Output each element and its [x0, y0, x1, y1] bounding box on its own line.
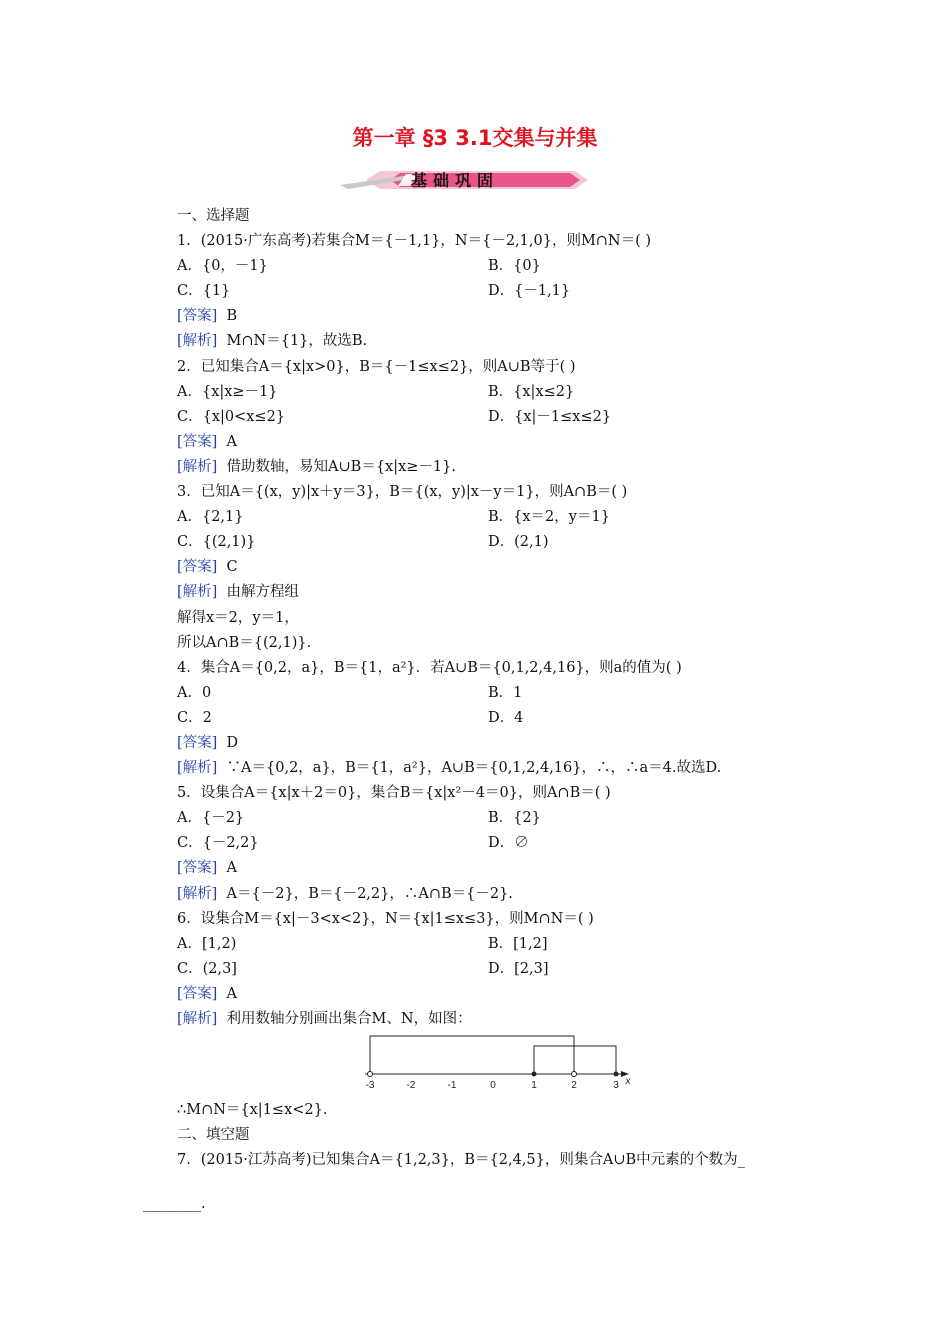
- tick-label: 3: [613, 1080, 619, 1092]
- options-row: [177, 380, 817, 405]
- conclusion-text: ∴M∩N＝{x|1≤x<2}.: [177, 1102, 328, 1119]
- options-row: [177, 806, 817, 831]
- options-row: [177, 254, 817, 279]
- question-stem: 6．设集合M＝{x|－3<x<2}，N＝{x|1≤x≤3}，则M∩N＝( ): [177, 910, 594, 927]
- answer-value: B: [226, 308, 238, 325]
- analysis-text: A＝{－2}，B＝{－2,2}，∴A∩B＝{－2}.: [226, 885, 513, 902]
- answer-value: A: [226, 985, 238, 1002]
- number-line-figure: [363, 1034, 643, 1092]
- analysis-line: [177, 329, 817, 354]
- option-c: C．{－2,2}: [177, 835, 259, 852]
- answer-line: [177, 555, 817, 580]
- options-row: [177, 932, 817, 957]
- option-b: B．{x|x≤2}: [488, 383, 575, 400]
- option-d: D．[2,3]: [488, 960, 549, 977]
- analysis-tag: [解析]: [177, 584, 218, 601]
- answer-tag: [答案]: [177, 985, 218, 1002]
- answer-tag: [答案]: [177, 734, 218, 751]
- analysis-text: 借助数轴，易知A∪B＝{x|x≥－1}.: [226, 458, 456, 475]
- analysis-tag: [解析]: [177, 1011, 218, 1027]
- answer-tag: [答案]: [177, 433, 218, 450]
- endpoint-open: [572, 1072, 577, 1077]
- answer-value: A: [226, 860, 238, 877]
- question-list: [177, 204, 817, 1173]
- option-d: D．{x|－1≤x≤2}: [488, 408, 612, 425]
- option-d: D．{－1,1}: [488, 283, 571, 300]
- endpoint-closed: [532, 1072, 537, 1077]
- option-b: B．{0}: [488, 258, 541, 275]
- options-row: [177, 530, 817, 555]
- analysis-tag: [解析]: [177, 333, 218, 350]
- section-banner: 基础巩固: [410, 171, 499, 190]
- page-title: 第一章 §3 3.1交集与并集: [352, 126, 598, 150]
- options-row: [177, 505, 817, 530]
- part-heading: 二、填空题: [177, 1127, 250, 1144]
- analysis-continued: 所以A∩B＝{(2,1)}.: [177, 634, 312, 651]
- answer-tag: [答案]: [177, 860, 218, 877]
- tick-label: 1: [531, 1080, 537, 1092]
- options-row: [177, 681, 817, 706]
- tick-label: 2: [571, 1080, 577, 1092]
- analysis-text: M∩N＝{1}，故选B.: [226, 333, 368, 350]
- answer-tag: [答案]: [177, 308, 218, 325]
- question-stem: 7．(2015·江苏高考)已知集合A＝{1,2,3}，B＝{2,4,5}，则集合A∪B中元素的个数为_: [177, 1152, 745, 1169]
- option-c: C．2: [177, 709, 212, 726]
- analysis-line: [177, 882, 817, 907]
- option-a: A．{2,1}: [177, 509, 244, 526]
- tick-label: -3: [365, 1080, 375, 1092]
- question-stem: 4．集合A＝{0,2，a}，B＝{1，a²}．若A∪B＝{0,1,2,4,16}，则a的值为( ): [177, 659, 682, 676]
- analysis-line: [177, 1007, 817, 1032]
- option-b: B．1: [488, 684, 523, 701]
- question-stem: 1．(2015·广东高考)若集合M＝{－1,1}，N＝{－2,1,0}，则M∩N＝( ): [177, 233, 652, 250]
- analysis-continued: 解得x＝2，y＝1，: [177, 609, 299, 626]
- analysis-tag: [解析]: [177, 458, 218, 475]
- part-heading: 一、选择题: [177, 208, 250, 224]
- answer-line: [177, 731, 817, 756]
- option-d: D．(2,1): [488, 534, 549, 551]
- set-n-bracket: [534, 1046, 616, 1074]
- analysis-text: 由解方程组: [226, 584, 300, 601]
- answer-line: [177, 430, 817, 455]
- analysis-line: [177, 580, 817, 605]
- analysis-line: [177, 455, 817, 480]
- answer-line: [177, 982, 817, 1007]
- option-a: A．0: [177, 684, 212, 701]
- option-a: A．{0，－1}: [177, 258, 268, 275]
- option-d: D．∅: [488, 835, 529, 852]
- option-a: A．{x|x≥－1}: [177, 383, 278, 400]
- option-b: B．{2}: [488, 810, 541, 827]
- options-row: [177, 831, 817, 856]
- answer-line: [177, 856, 817, 881]
- answer-value: A: [226, 433, 238, 450]
- option-d: D．4: [488, 709, 524, 726]
- option-c: C．(2,3]: [177, 960, 237, 977]
- options-row: [177, 957, 817, 982]
- answer-value: D: [226, 734, 239, 751]
- options-row: [177, 279, 817, 304]
- set-m-bracket: [370, 1036, 574, 1074]
- option-c: C．{x|0<x≤2}: [177, 408, 286, 425]
- tick-label: 0: [490, 1080, 496, 1092]
- option-a: A．[1,2): [177, 935, 237, 952]
- question-stem: 5．设集合A＝{x|x＋2＝0}，集合B＝{x|x²－4＝0}，则A∩B＝( ): [177, 785, 611, 802]
- answer-tag: [答案]: [177, 559, 218, 576]
- option-c: C．{(2,1)}: [177, 534, 256, 551]
- answer-line: [177, 304, 817, 329]
- analysis-text: ∵A＝{0,2，a}，B＝{1，a²}，A∪B＝{0,1,2,4,16}，∴，∴a＝4.故选D.: [226, 760, 722, 777]
- answer-value: C: [226, 559, 238, 576]
- option-b: B．[1,2]: [488, 935, 548, 952]
- endpoint-open: [368, 1072, 373, 1077]
- analysis-line: [177, 756, 817, 781]
- endpoint-closed: [614, 1072, 619, 1077]
- analysis-text: 利用数轴分别画出集合M、N，如图：: [226, 1011, 472, 1027]
- tick-label: -2: [406, 1080, 416, 1092]
- options-row: [177, 706, 817, 731]
- analysis-tag: [解析]: [177, 885, 218, 902]
- question-stem: 3．已知A＝{(x，y)|x＋y＝3}，B＝{(x，y)|x－y＝1}，则A∩B＝( ): [177, 484, 628, 501]
- fill-blank: ________.: [143, 1196, 206, 1212]
- option-c: C．{1}: [177, 283, 231, 300]
- option-a: A．{－2}: [177, 810, 245, 827]
- options-row: [177, 405, 817, 430]
- analysis-tag: [解析]: [177, 760, 218, 777]
- axis-variable: x: [625, 1076, 631, 1088]
- tick-label: -1: [447, 1080, 457, 1092]
- question-stem: 2．已知集合A＝{x|x>0}，B＝{－1≤x≤2}，则A∪B等于( ): [177, 358, 576, 375]
- option-b: B．{x＝2，y＝1}: [488, 509, 610, 526]
